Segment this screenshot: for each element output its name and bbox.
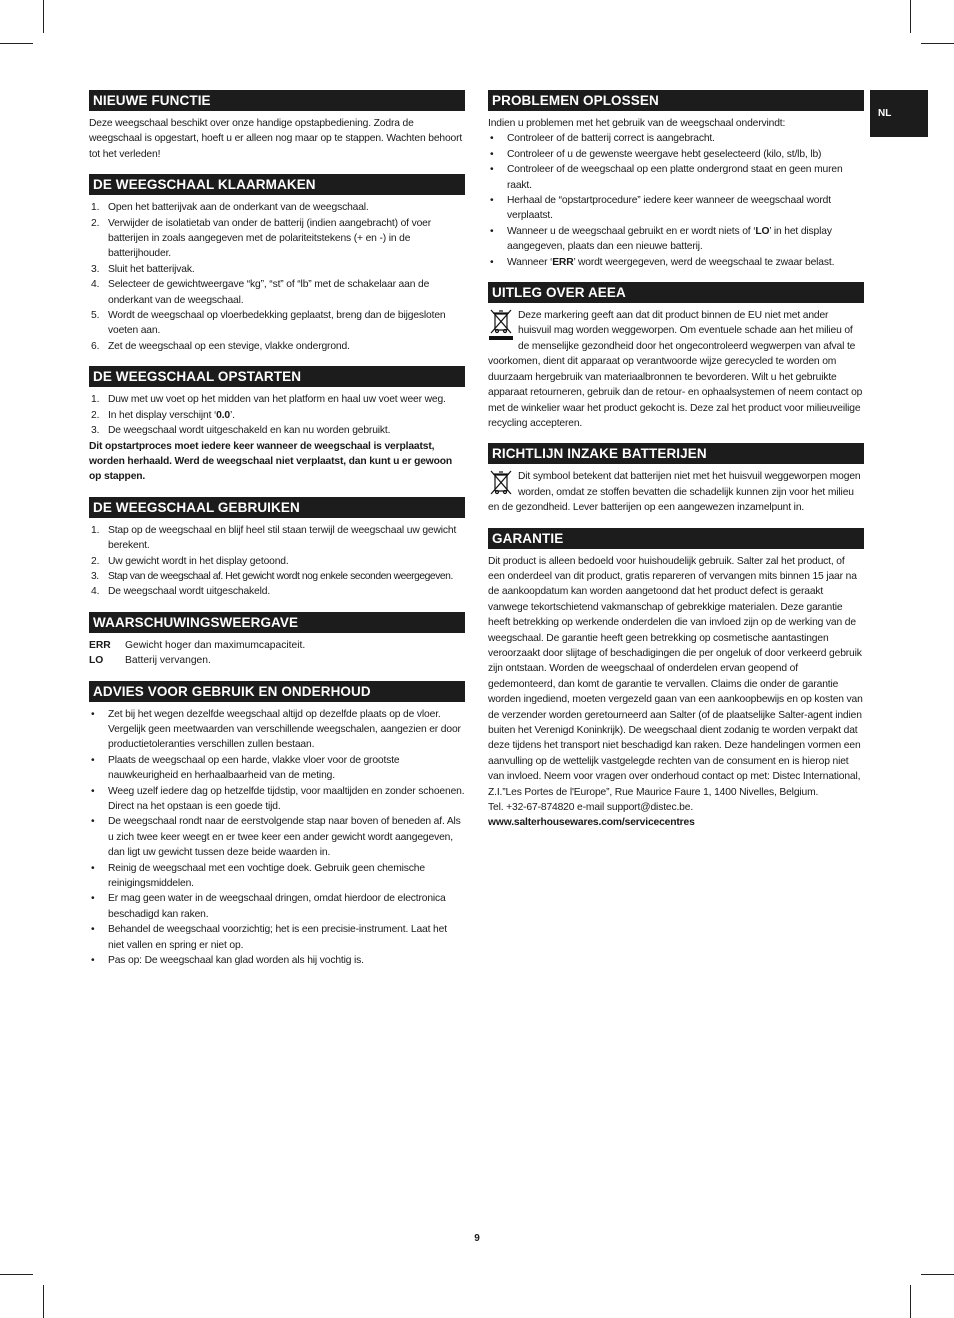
section-text: Dit symbool betekent dat batterijen niet met het huisvuil weggeworpen mogen worden, omdat ze stoffen bevatten die schadelijk kunnen zijn voor het milieu en de gezondheid. Lever batterijen op een aangewezen inzamelpunt in. [488, 471, 861, 514]
page-number: 9 [474, 1233, 480, 1244]
list-text: Behandel de weegschaal voorzichtig; het is een precisie-instrument. Laat het niet vallen en spring er niet op. [108, 924, 447, 951]
list-number: 4. [91, 279, 100, 291]
list-number: 6. [91, 340, 100, 352]
list-text: ’ in het display aangegeven, plaats dan een nieuwe batterij. [507, 225, 832, 253]
list-text: Duw met uw voet op het midden van het platform en haal uw voet weer weg. [108, 394, 446, 406]
bullet: • [91, 708, 95, 720]
left-column [89, 90, 465, 980]
bullet: • [91, 816, 95, 828]
list-item [89, 339, 465, 354]
bullet: • [91, 955, 95, 967]
bullet: • [91, 754, 95, 766]
list-item [89, 784, 465, 815]
list-item [89, 262, 465, 277]
list-item [89, 408, 465, 423]
bullet: • [490, 164, 494, 176]
display-value: 0.0 [216, 409, 230, 421]
list-item [89, 277, 465, 308]
list-text: De weegschaal rondt naar de eerstvolgende stap naar boven of beneden af. Als u zich twee keer weegt en er twee keer een ander gewicht wordt aangegeven, dan ligt uw gewicht tussen deze beide waarden in. [108, 816, 461, 859]
crop-mark [910, 0, 911, 33]
list-text: Wanneer u de weegschaal gebruikt en er wordt niets of ‘ [507, 225, 756, 237]
list-number: 1. [91, 524, 100, 536]
section-heading: NIEUWE FUNCTIE [89, 90, 465, 111]
section-heading: ADVIES VOOR GEBRUIK EN ONDERHOUD [89, 681, 465, 702]
list-number: 4. [91, 586, 100, 598]
list-item [89, 392, 465, 407]
bullet: • [91, 924, 95, 936]
list-item [488, 162, 864, 193]
note-text: Dit opstartproces moet iedere keer wanneer de weegschaal is verplaatst, worden herhaald. Werd de weegschaal niet verplaatst, dan kunt u er gewoon op stappen. [89, 440, 453, 483]
list-text: Wordt de weegschaal op vloerbedekking geplaatst, breng dan de bijgesloten voeten aan. [108, 310, 446, 337]
list-item [89, 753, 465, 784]
section-aeea [488, 282, 864, 431]
numbered-list [89, 392, 465, 438]
language-tab [870, 90, 928, 137]
warning-desc: Gewicht hoger dan maximumcapaciteit. [125, 639, 306, 651]
crop-mark [921, 1274, 954, 1275]
bullet: • [490, 195, 494, 207]
list-text: In het display verschijnt ‘ [108, 409, 217, 421]
list-item [488, 224, 864, 255]
bullet: • [91, 862, 95, 874]
section-batterijen [488, 443, 864, 515]
crop-mark [921, 43, 954, 44]
list-item [89, 569, 465, 584]
contact-text: Tel. +32-67-874820 e-mail support@distec.be. [488, 802, 694, 814]
list-text: Er mag geen water in de weegschaal dringen, omdat hierdoor de electronica beschadigd kan raken. [108, 893, 446, 920]
display-code: ERR [552, 256, 574, 268]
section-heading: WAARSCHUWINGSWEERGAVE [89, 612, 465, 633]
list-number: 3. [91, 425, 100, 437]
list-item [488, 255, 864, 270]
section-gebruiken [89, 497, 465, 600]
list-item [89, 523, 465, 554]
section-opstarten [89, 366, 465, 484]
bullet: • [91, 785, 95, 797]
section-intro: Indien u problemen met het gebruik van de weegschaal ondervindt: [488, 118, 786, 129]
battery-bin-icon [488, 469, 514, 496]
bullet: • [490, 225, 494, 237]
crop-mark [43, 0, 44, 33]
section-heading: DE WEEGSCHAAL GEBRUIKEN [89, 497, 465, 518]
list-number: 3. [91, 263, 100, 275]
list-number: 5. [91, 310, 100, 322]
list-text: Reinig de weegschaal met een vochtige doek. Gebruik geen chemische reinigingsmiddelen. [108, 862, 425, 890]
list-item [89, 584, 465, 599]
list-item [89, 216, 465, 262]
list-text: Selecteer de gewichtweergave “kg”, “st” of “lb” met de schakelaar aan de onderkant van de weegschaal. [108, 279, 430, 306]
numbered-list [89, 523, 465, 600]
bullet: • [91, 893, 95, 905]
section-text: Deze weegschaal beschikt over onze handige opstapbediening. Zodra de weegschaal is opgestart, hoeft u er alleen nog maar op te stappen. Wachten behoort tot het verleden! [89, 118, 463, 160]
section-waarschuwing [89, 612, 465, 669]
service-url[interactable]: www.salterhousewares.com/servicecentres [488, 817, 695, 829]
list-item [89, 423, 465, 438]
section-klaarmaken [89, 174, 465, 354]
section-text: Dit product is alleen bedoeld voor huishoudelijk gebruik. Salter zal het product, of een onderdeel van dit product, gratis repareren of vervangen mits binnen 15 jaar na de aankoopdatum kan worden aangetoond dat het product defect is geraakt vanwege tekortschietend vakmanschap of gebrekkige materialen. Deze garantie heeft betrekking op werkende onderdelen die van invloed zijn op de werking van de weegschaal. De garantie heeft geen betrekking op cosmetische aantastingen veroorzaakt door slijtage of beschadigingen die per ongeluk of door verkeerd gebruik zijn ontstaan. Worden de weegschaal of onderdelen ervan geopend of gedemonteerd, dan komt de garantie te vervallen. Claims die onder de garantie worden ingediend, moeten vergezeld gaan van een aankoopbewijs en op kosten van de verzender worden geretourneerd aan Salter (of de plaatselijke Salter-agent indien buiten het Verenigd Koninkrijk). De weegschaal dient zodanig te worden verpakt dat deze tijdens het transport niet beschadigd kan raken. Deze handelingen vormen een aanvulling op de wettelijk vastgelegde rechten van de consument en is hierop niet van invloed. Neem voor vragen over onderhoud contact op met: Distec International, Z.I.”Les Portes de l'Europe”, Rue Maurice Faure 1, 1400 Nivelles, Belgium. [488, 555, 863, 798]
list-item [89, 814, 465, 860]
bullet: • [490, 256, 494, 268]
bullet: • [490, 148, 494, 160]
list-text: ’. [230, 409, 235, 421]
section-advies [89, 681, 465, 969]
list-text: Zet bij het wegen dezelfde weegschaal altijd op dezelfde plaats op de vloer. Vergelijk geen meetwaarden van verschillende weegschalen, aangezien er door productietoleranties verschillen zullen bestaan. [108, 708, 461, 751]
warning-code: LO [89, 655, 104, 667]
bullet-list [89, 707, 465, 969]
list-item [488, 193, 864, 224]
list-text: Plaats de weegschaal op een harde, vlakke vloer voor de grootste nauwkeurigheid en herhaalbaarheid van de meting. [108, 754, 400, 782]
weee-bin-icon [488, 308, 514, 341]
list-item [89, 200, 465, 215]
list-item [89, 554, 465, 569]
warning-row [89, 653, 465, 668]
crop-mark [0, 43, 33, 44]
warning-row [89, 638, 465, 653]
section-heading: PROBLEMEN OPLOSSEN [488, 90, 864, 111]
list-item [488, 147, 864, 162]
section-heading: UITLEG OVER AEEA [488, 282, 864, 303]
list-text: Herhaal de “opstartprocedure” iedere keer wanneer de weegschaal wordt verplaatst. [507, 195, 831, 222]
list-item [488, 131, 864, 146]
list-text: Verwijder de isolatietab van onder de batterij (indien aangebracht) of voer batterijen in zoals aangegeven met de polariteitstekens (+ en -) in de batterijhouder. [108, 217, 432, 260]
list-text: Controleer of de batterij correct is aangebracht. [507, 133, 715, 145]
warning-desc: Batterij vervangen. [125, 655, 211, 667]
list-number: 2. [91, 409, 100, 421]
list-text: De weegschaal wordt uitgeschakeld en kan nu worden gebruikt. [108, 425, 391, 437]
list-item [89, 953, 465, 968]
section-body [488, 308, 864, 431]
list-text: Controleer of u de gewenste weergave hebt geselecteerd (kilo, st/lb, lb) [507, 148, 822, 160]
list-item [89, 308, 465, 339]
section-text: Deze markering geeft aan dat dit product binnen de EU niet met ander huisvuil mag worden weggeworpen. Om eventuele schade aan het milieu of de menselijke gezondheid door het ongecontroleerd wegwerpen van afval te voorkomen, dient dit apparaat op verantwoorde wijze gerecycled te worden om duurzaam hergebruik van materiaalbronnen te bevorderen. Wilt u het gebruikte apparaat retourneren, gebruik dan de retour- en ophaalsystemen of neem contact op met de winkelier waar het product gekocht is. Deze zal het product voor milieuveilige recycling accepteren. [488, 310, 863, 429]
list-number: 2. [91, 555, 100, 567]
list-text: Weeg uzelf iedere dag op hetzelfde tijdstip, voor maaltijden en zonder schoenen. Direct na het opstaan is een goede tijd. [108, 785, 465, 812]
list-item [89, 922, 465, 953]
section-heading: DE WEEGSCHAAL KLAARMAKEN [89, 174, 465, 195]
list-item [89, 707, 465, 753]
right-column [488, 90, 864, 843]
numbered-list [89, 200, 465, 354]
list-text: Wanneer ‘ [507, 256, 553, 268]
section-heading: RICHTLIJN INZAKE BATTERIJEN [488, 443, 864, 464]
crop-mark [0, 1274, 33, 1275]
list-text: Sluit het batterijvak. [108, 263, 195, 275]
section-heading: GARANTIE [488, 528, 864, 549]
list-item [89, 861, 465, 892]
bullet-list [488, 131, 864, 270]
section-garantie [488, 528, 864, 831]
list-number: 2. [91, 217, 100, 229]
list-text: Controleer of de weegschaal op een platte ondergrond staat en geen muren raakt. [507, 164, 843, 191]
list-number: 3. [91, 570, 99, 582]
section-body [488, 469, 864, 515]
list-text: Open het batterijvak aan de onderkant van de weegschaal. [108, 202, 369, 214]
list-item [89, 891, 465, 922]
list-text: De weegschaal wordt uitgeschakeld. [108, 586, 271, 598]
crop-mark [910, 1285, 911, 1318]
list-text: Zet de weegschaal op een stevige, vlakke ondergrond. [108, 340, 350, 352]
section-problemen [488, 90, 864, 270]
list-text: ’ wordt weergegeven, werd de weegschaal te zwaar belast. [573, 256, 835, 268]
list-text: Stap op de weegschaal en blijf heel stil staan terwijl de weegschaal uw gewicht berekent. [108, 524, 457, 552]
list-text: Pas op: De weegschaal kan glad worden als hij vochtig is. [108, 955, 364, 967]
crop-mark [43, 1285, 44, 1318]
section-nieuwe-functie [89, 90, 465, 162]
list-text: Stap van de weegschaal af. Het gewicht wordt nog enkele seconden weergegeven. [108, 570, 453, 582]
list-number: 1. [91, 202, 100, 214]
warning-code: ERR [89, 639, 111, 651]
bullet: • [490, 133, 494, 145]
language-tab-label: NL [878, 108, 892, 119]
display-code: LO [755, 225, 770, 237]
list-number: 1. [91, 394, 100, 406]
list-text: Uw gewicht wordt in het display getoond. [108, 555, 289, 567]
section-heading: DE WEEGSCHAAL OPSTARTEN [89, 366, 465, 387]
